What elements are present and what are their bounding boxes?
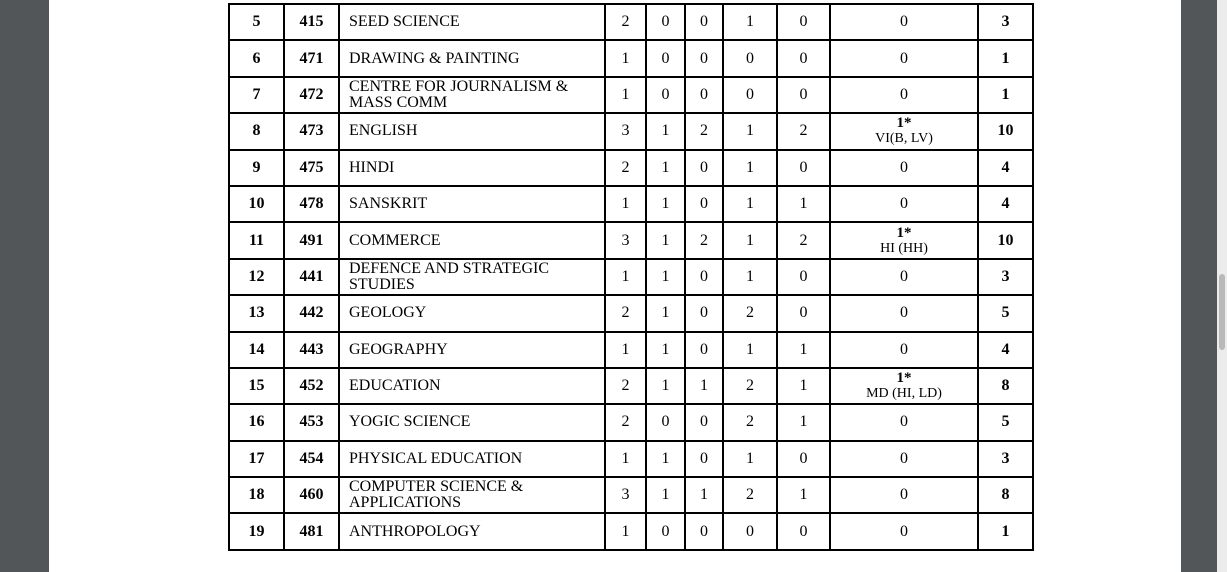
quota-line: HI (HH) bbox=[880, 240, 928, 256]
count-cell-c2: 1 bbox=[646, 477, 685, 513]
count-cell-c5: 1 bbox=[777, 368, 830, 404]
table-row bbox=[229, 113, 1033, 149]
quota-cell bbox=[830, 441, 978, 477]
subject-name-line: SANSKRIT bbox=[349, 195, 428, 213]
subject-name-cell bbox=[339, 113, 605, 149]
count-cell-c3: 0 bbox=[685, 513, 723, 549]
quota-line: 0 bbox=[900, 449, 908, 467]
count-cell-c2: 1 bbox=[646, 441, 685, 477]
quota-cell bbox=[830, 259, 978, 295]
count-cell-c4: 1 bbox=[723, 441, 777, 477]
count-cell-c3: 0 bbox=[685, 404, 723, 440]
quota-cell bbox=[830, 4, 978, 40]
subject-name-line: PHYSICAL EDUCATION bbox=[349, 449, 523, 467]
count-cell-c2: 1 bbox=[646, 186, 685, 222]
subject-code-cell: 415 bbox=[284, 4, 339, 40]
count-cell-c2: 1 bbox=[646, 113, 685, 149]
quota-line: 1* bbox=[896, 224, 912, 241]
count-cell-c5: 1 bbox=[777, 332, 830, 368]
count-cell-c4: 0 bbox=[723, 513, 777, 549]
count-cell-c3: 0 bbox=[685, 332, 723, 368]
table-row bbox=[229, 77, 1033, 113]
subject-code-cell: 442 bbox=[284, 295, 339, 331]
table-row bbox=[229, 513, 1033, 549]
table-row bbox=[229, 259, 1033, 295]
count-cell-c1: 3 bbox=[605, 113, 646, 149]
subject-code-cell: 453 bbox=[284, 404, 339, 440]
subject-name-line: MASS COMM bbox=[349, 93, 448, 111]
count-cell-c1: 1 bbox=[605, 441, 646, 477]
quota-line: 1* bbox=[896, 115, 912, 132]
serial-number-cell: 16 bbox=[229, 404, 284, 440]
subject-code-cell: 491 bbox=[284, 222, 339, 258]
total-cell: 8 bbox=[978, 368, 1033, 404]
subject-code-cell: 454 bbox=[284, 441, 339, 477]
subject-name-cell bbox=[339, 4, 605, 40]
count-cell-c5: 0 bbox=[777, 295, 830, 331]
count-cell-c2: 1 bbox=[646, 259, 685, 295]
subject-name-cell bbox=[339, 150, 605, 186]
count-cell-c4: 1 bbox=[723, 113, 777, 149]
quota-cell bbox=[830, 513, 978, 549]
table-row bbox=[229, 332, 1033, 368]
count-cell-c1: 2 bbox=[605, 4, 646, 40]
count-cell-c4: 2 bbox=[723, 404, 777, 440]
total-cell: 10 bbox=[978, 113, 1033, 149]
table-row bbox=[229, 295, 1033, 331]
count-cell-c3: 1 bbox=[685, 368, 723, 404]
count-cell-c4: 0 bbox=[723, 40, 777, 76]
count-cell-c4: 0 bbox=[723, 77, 777, 113]
subject-name-line: COMPUTER SCIENCE & bbox=[349, 478, 524, 496]
quota-cell bbox=[830, 113, 978, 149]
count-cell-c1: 2 bbox=[605, 150, 646, 186]
subject-name-line: ENGLISH bbox=[349, 122, 418, 140]
serial-number-cell: 11 bbox=[229, 222, 284, 258]
subject-name-cell bbox=[339, 222, 605, 258]
subject-name-line: APPLICATIONS bbox=[349, 494, 462, 512]
count-cell-c3: 1 bbox=[685, 477, 723, 513]
serial-number-cell: 17 bbox=[229, 441, 284, 477]
total-cell: 4 bbox=[978, 186, 1033, 222]
subject-code-cell: 460 bbox=[284, 477, 339, 513]
subject-code-cell: 472 bbox=[284, 77, 339, 113]
subject-code-cell: 441 bbox=[284, 259, 339, 295]
serial-number-cell: 5 bbox=[229, 4, 284, 40]
count-cell-c3: 0 bbox=[685, 77, 723, 113]
count-cell-c3: 2 bbox=[685, 113, 723, 149]
quota-cell bbox=[830, 186, 978, 222]
table-row bbox=[229, 186, 1033, 222]
count-cell-c3: 0 bbox=[685, 295, 723, 331]
table-row bbox=[229, 40, 1033, 76]
vacancy-table bbox=[228, 3, 1034, 551]
count-cell-c2: 1 bbox=[646, 222, 685, 258]
quota-cell bbox=[830, 404, 978, 440]
count-cell-c4: 1 bbox=[723, 259, 777, 295]
count-cell-c3: 0 bbox=[685, 40, 723, 76]
subject-code-cell: 475 bbox=[284, 150, 339, 186]
quota-line: 0 bbox=[900, 304, 908, 322]
quota-line: MD (HI, LD) bbox=[866, 386, 942, 402]
count-cell-c2: 1 bbox=[646, 295, 685, 331]
subject-code-cell: 471 bbox=[284, 40, 339, 76]
count-cell-c1: 1 bbox=[605, 259, 646, 295]
subject-name-cell bbox=[339, 186, 605, 222]
count-cell-c4: 1 bbox=[723, 186, 777, 222]
subject-name-line: DEFENCE AND STRATEGIC bbox=[349, 259, 550, 277]
subject-code-cell: 443 bbox=[284, 332, 339, 368]
subject-code-cell: 452 bbox=[284, 368, 339, 404]
subject-name-line: YOGIC SCIENCE bbox=[349, 413, 471, 431]
table-row bbox=[229, 150, 1033, 186]
subject-name-line: EDUCATION bbox=[349, 377, 441, 395]
count-cell-c2: 0 bbox=[646, 513, 685, 549]
count-cell-c5: 0 bbox=[777, 77, 830, 113]
subject-name-cell bbox=[339, 295, 605, 331]
count-cell-c4: 2 bbox=[723, 477, 777, 513]
quota-line: 1* bbox=[896, 370, 912, 387]
table-row bbox=[229, 441, 1033, 477]
total-cell: 3 bbox=[978, 4, 1033, 40]
count-cell-c1: 2 bbox=[605, 404, 646, 440]
quota-line: 0 bbox=[900, 158, 908, 176]
total-cell: 8 bbox=[978, 477, 1033, 513]
table-row bbox=[229, 477, 1033, 513]
count-cell-c5: 1 bbox=[777, 404, 830, 440]
count-cell-c3: 0 bbox=[685, 4, 723, 40]
quota-line: 0 bbox=[900, 267, 908, 285]
subject-name-line: DRAWING & PAINTING bbox=[349, 49, 520, 67]
count-cell-c2: 0 bbox=[646, 404, 685, 440]
serial-number-cell: 8 bbox=[229, 113, 284, 149]
subject-name-cell bbox=[339, 259, 605, 295]
count-cell-c5: 0 bbox=[777, 441, 830, 477]
quota-line: VI(B, LV) bbox=[875, 131, 933, 147]
subject-name-cell bbox=[339, 77, 605, 113]
vertical-scrollbar[interactable] bbox=[1217, 0, 1227, 572]
table-row bbox=[229, 4, 1033, 40]
subject-name-cell bbox=[339, 441, 605, 477]
count-cell-c5: 0 bbox=[777, 513, 830, 549]
count-cell-c2: 0 bbox=[646, 77, 685, 113]
total-cell: 5 bbox=[978, 295, 1033, 331]
subject-code-cell: 481 bbox=[284, 513, 339, 549]
count-cell-c4: 1 bbox=[723, 222, 777, 258]
count-cell-c1: 1 bbox=[605, 77, 646, 113]
subject-name-cell bbox=[339, 404, 605, 440]
subject-name-cell bbox=[339, 332, 605, 368]
quota-line: 0 bbox=[900, 85, 908, 103]
count-cell-c5: 0 bbox=[777, 4, 830, 40]
quota-line: 0 bbox=[900, 486, 908, 504]
count-cell-c1: 3 bbox=[605, 222, 646, 258]
serial-number-cell: 10 bbox=[229, 186, 284, 222]
count-cell-c3: 0 bbox=[685, 186, 723, 222]
quota-cell bbox=[830, 77, 978, 113]
subject-name-line: ANTHROPOLOGY bbox=[349, 522, 481, 540]
quota-cell bbox=[830, 295, 978, 331]
subject-name-line: GEOGRAPHY bbox=[349, 340, 448, 358]
count-cell-c5: 2 bbox=[777, 222, 830, 258]
total-cell: 4 bbox=[978, 332, 1033, 368]
subject-code-cell: 478 bbox=[284, 186, 339, 222]
count-cell-c5: 0 bbox=[777, 40, 830, 76]
count-cell-c1: 1 bbox=[605, 513, 646, 549]
total-cell: 1 bbox=[978, 40, 1033, 76]
quota-cell bbox=[830, 477, 978, 513]
serial-number-cell: 7 bbox=[229, 77, 284, 113]
count-cell-c4: 1 bbox=[723, 150, 777, 186]
table-row bbox=[229, 404, 1033, 440]
count-cell-c5: 0 bbox=[777, 259, 830, 295]
count-cell-c5: 2 bbox=[777, 113, 830, 149]
serial-number-cell: 14 bbox=[229, 332, 284, 368]
quota-line: 0 bbox=[900, 522, 908, 540]
count-cell-c4: 2 bbox=[723, 368, 777, 404]
total-cell: 3 bbox=[978, 441, 1033, 477]
count-cell-c1: 3 bbox=[605, 477, 646, 513]
quota-cell bbox=[830, 222, 978, 258]
total-cell: 1 bbox=[978, 77, 1033, 113]
count-cell-c1: 2 bbox=[605, 295, 646, 331]
serial-number-cell: 19 bbox=[229, 513, 284, 549]
count-cell-c4: 1 bbox=[723, 4, 777, 40]
table-body bbox=[229, 4, 1033, 550]
quota-line: 0 bbox=[900, 413, 908, 431]
subject-name-line: COMMERCE bbox=[349, 231, 441, 249]
subject-name-line: HINDI bbox=[349, 158, 395, 176]
serial-number-cell: 15 bbox=[229, 368, 284, 404]
quota-line: 0 bbox=[900, 13, 908, 31]
quota-line: 0 bbox=[900, 340, 908, 358]
quota-line: 0 bbox=[900, 195, 908, 213]
total-cell: 1 bbox=[978, 513, 1033, 549]
quota-cell bbox=[830, 332, 978, 368]
subject-name-line: GEOLOGY bbox=[349, 304, 427, 322]
total-cell: 10 bbox=[978, 222, 1033, 258]
count-cell-c3: 2 bbox=[685, 222, 723, 258]
quota-cell bbox=[830, 150, 978, 186]
count-cell-c1: 1 bbox=[605, 332, 646, 368]
table-row bbox=[229, 368, 1033, 404]
count-cell-c1: 1 bbox=[605, 186, 646, 222]
subject-name-line: CENTRE FOR JOURNALISM & bbox=[349, 77, 569, 95]
count-cell-c2: 0 bbox=[646, 40, 685, 76]
subject-code-cell: 473 bbox=[284, 113, 339, 149]
count-cell-c1: 1 bbox=[605, 40, 646, 76]
subject-name-line: STUDIES bbox=[349, 275, 415, 293]
total-cell: 3 bbox=[978, 259, 1033, 295]
count-cell-c1: 2 bbox=[605, 368, 646, 404]
serial-number-cell: 9 bbox=[229, 150, 284, 186]
subject-name-cell bbox=[339, 40, 605, 76]
serial-number-cell: 18 bbox=[229, 477, 284, 513]
quota-cell bbox=[830, 368, 978, 404]
count-cell-c3: 0 bbox=[685, 441, 723, 477]
count-cell-c5: 0 bbox=[777, 150, 830, 186]
table-row bbox=[229, 222, 1033, 258]
count-cell-c2: 0 bbox=[646, 4, 685, 40]
scrollbar-thumb[interactable] bbox=[1219, 274, 1225, 350]
serial-number-cell: 12 bbox=[229, 259, 284, 295]
serial-number-cell: 13 bbox=[229, 295, 284, 331]
count-cell-c4: 2 bbox=[723, 295, 777, 331]
count-cell-c2: 1 bbox=[646, 332, 685, 368]
count-cell-c2: 1 bbox=[646, 368, 685, 404]
count-cell-c5: 1 bbox=[777, 477, 830, 513]
subject-name-cell bbox=[339, 368, 605, 404]
subject-name-line: SEED SCIENCE bbox=[349, 13, 460, 31]
count-cell-c4: 1 bbox=[723, 332, 777, 368]
subject-name-cell bbox=[339, 477, 605, 513]
count-cell-c2: 1 bbox=[646, 150, 685, 186]
count-cell-c3: 0 bbox=[685, 259, 723, 295]
quota-cell bbox=[830, 40, 978, 76]
count-cell-c3: 0 bbox=[685, 150, 723, 186]
total-cell: 4 bbox=[978, 150, 1033, 186]
count-cell-c5: 1 bbox=[777, 186, 830, 222]
quota-line: 0 bbox=[900, 49, 908, 67]
subject-name-cell bbox=[339, 513, 605, 549]
serial-number-cell: 6 bbox=[229, 40, 284, 76]
total-cell: 5 bbox=[978, 404, 1033, 440]
